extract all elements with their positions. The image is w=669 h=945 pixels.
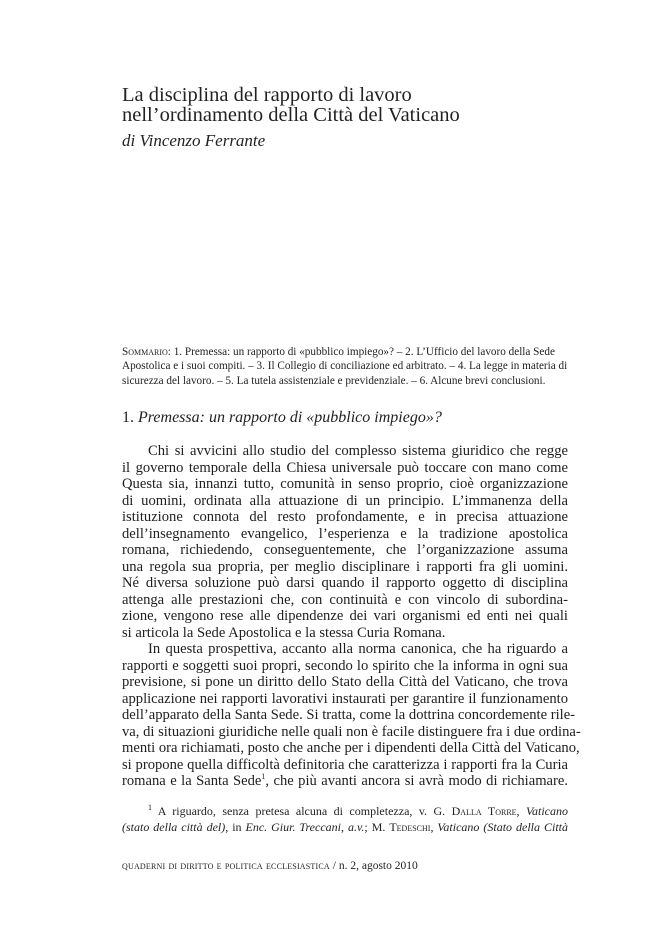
text-line: zione, vengono rese alle dipendenze dei vari organismi ed enti nei quali	[122, 608, 568, 624]
text-line: In questa prospettiva, accanto alla norma canonica, che ha riguardo a	[148, 641, 568, 657]
text-line: si articola la Sede Apostolica e la stessa Curia Romana.	[122, 624, 446, 641]
footnote-line-2	[122, 819, 568, 835]
cited-author: Dalla Torre	[451, 804, 517, 818]
text-line	[122, 773, 568, 790]
text-line: istituzione connota del resto profondamente, e in precisa attuazione	[122, 509, 568, 525]
title-line-2: nell’ordinamento della Città del Vaticano	[122, 104, 460, 126]
text-line: dell’insegnamento evangelico, l’esperienza e la tradizione apostolica	[122, 525, 568, 542]
text-line: Questa sia, innanzi tutto, comunità in senso proprio, cioè organizzazione	[122, 476, 568, 492]
text-fragment: , che più avanti ancora si avrà modo di richiamare.	[265, 773, 569, 789]
text-fragment: ,	[430, 820, 438, 834]
text-line: di uomini, ordinata alla attuazione di un principio. L’immanenza della	[122, 492, 568, 509]
section-heading	[122, 409, 442, 427]
summary-line-2: Apostolica e i suoi compiti. – 3. Il Collegio di conciliazione ed arbitrato. – 4. La legge in materia di	[122, 360, 568, 373]
summary-line-1: 1. Premessa: un rapporto di «pubblico impiego»? – 2. L’Ufficio del lavoro della Sede	[170, 346, 555, 358]
footnote-line-1	[122, 803, 568, 819]
text-line: il governo temporale della Chiesa universale può toccare con mano come	[122, 459, 568, 476]
text-fragment: romana e la Santa Sede	[122, 773, 262, 789]
paragraph-2	[122, 641, 581, 790]
cited-title: Vaticano	[526, 804, 568, 818]
paragraph-1	[122, 443, 568, 641]
text-fragment: A riguardo, senza pretesa alcuna di completezza, v. G.	[152, 804, 452, 818]
cited-title: Vaticano (Stato della Città	[437, 820, 568, 834]
journal-name: quaderni di diritto e politica ecclesiastica	[122, 860, 330, 872]
text-line: va, di situazioni giuridiche nelle quali non è facile distinguere fra i due ordina-	[122, 723, 581, 740]
body-text	[122, 443, 581, 790]
cited-author: Tedeschi	[389, 820, 431, 834]
text-line: attenga alle prestazioni che, con continuità e con vincolo di subordina-	[122, 591, 568, 608]
footnote	[122, 803, 568, 835]
text-fragment: ,	[340, 820, 348, 834]
text-line: Né diversa soluzione può darsi quando il rapporto oggetto di disciplina	[122, 575, 568, 591]
footnote-ref[interactable]: 1	[261, 772, 266, 782]
article-title	[122, 85, 568, 125]
text-line: si propone quella difficoltà definitoria che caratterizza i rapporti fra la Curia	[122, 756, 568, 773]
article-author: di Vincenzo Ferrante	[122, 131, 266, 150]
summary	[122, 345, 568, 388]
issue-info: / n. 2, agosto 2010	[329, 860, 418, 872]
cited-work: Enc. Giur. Treccani	[245, 820, 341, 834]
section-number: 1.	[122, 409, 138, 426]
text-line: Chi si avvicini allo studio del complesso sistema giuridico che regge	[148, 443, 568, 459]
text-fragment: ; M.	[364, 820, 390, 834]
page-footer	[122, 860, 568, 872]
text-fragment: ,	[516, 804, 526, 818]
text-line: menti ora richiamati, posto che anche per i dipendenti della Città del Vaticano,	[122, 740, 580, 756]
text-line: previsione, si pone un diritto dello Stato della Città del Vaticano, che trova	[122, 674, 568, 690]
title-line-1: La disciplina del rapporto di lavoro	[122, 84, 412, 106]
summary-line-3: sicurezza del lavoro. – 5. La tutela assistenziale e previdenziale. – 6. Alcune brevi conclusioni.	[122, 374, 546, 387]
summary-label: Sommario:	[122, 346, 171, 358]
text-line: una regola sua propria, per meglio disciplinare i rapporti fra gli uomini.	[122, 558, 568, 575]
text-line: applicazione nei rapporti lavorativi instaurati per garantire il funzionamento	[122, 690, 568, 707]
section-title: Premessa: un rapporto di «pubblico impiego»?	[138, 409, 442, 426]
text-fragment: , in	[225, 820, 246, 834]
footnote-number: 1	[148, 803, 152, 812]
text-line: romana, richiedendo, conseguentemente, che l’organizzazione assuma	[122, 542, 568, 558]
cited-title: (stato della città del)	[122, 820, 226, 834]
text-line: dell’apparato della Santa Sede. Si tratta, come la dottrina concordemente rile-	[122, 707, 576, 723]
text-fragment: a.v.	[347, 820, 365, 834]
text-line: rapporti e soggetti suoi propri, secondo lo spirito che la informa in ogni sua	[122, 657, 568, 674]
